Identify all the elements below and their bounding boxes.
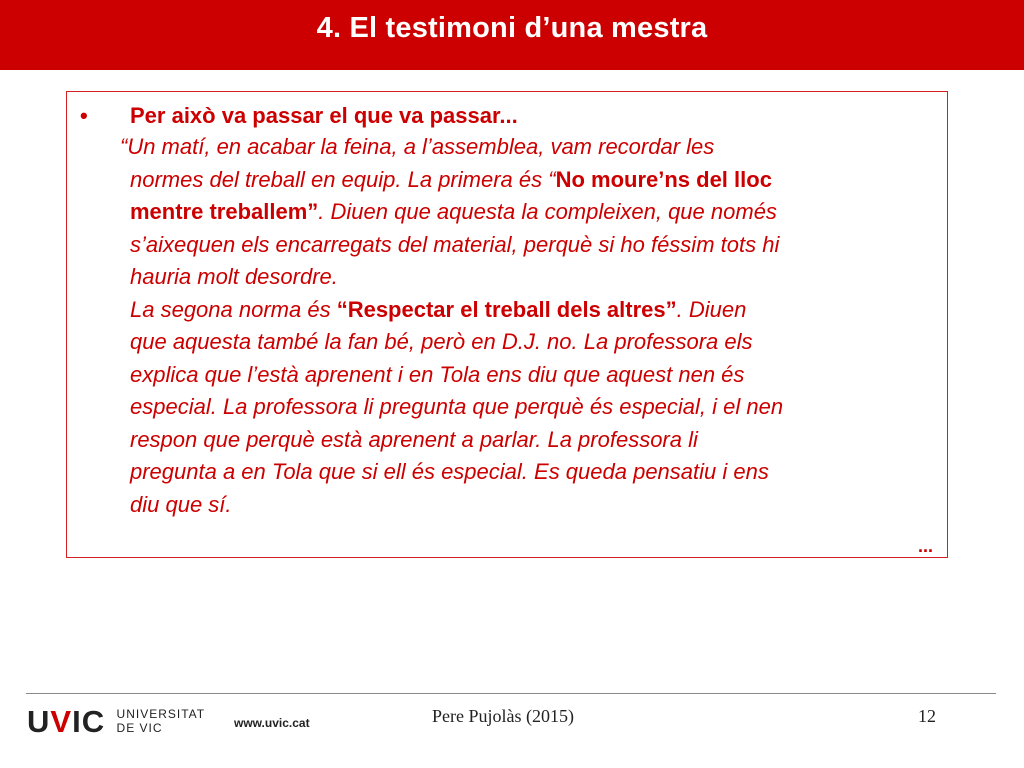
- quote-text: . Diuen: [676, 296, 747, 322]
- quote-emphasis: No moure’ns del lloc: [555, 166, 772, 192]
- page-number: 12: [918, 706, 936, 726]
- logo-subtitle-line2: DE VIC: [116, 720, 163, 735]
- quote-text: “Un matí, en acabar la feina, a l’assemblea, vam recordar les: [120, 134, 715, 159]
- quote-emphasis: “Respectar el treball dels altres”: [336, 296, 677, 322]
- bullet-heading: Per això va passar el que va passar...: [130, 103, 518, 128]
- slide-title: 4. El testimoni d’una mestra: [316, 12, 708, 44]
- quote-line: [102, 489, 783, 522]
- quote-line: [102, 229, 783, 262]
- quote-line: [102, 456, 783, 489]
- quote-line: [102, 391, 783, 424]
- quote-text: s’aixequen els encarregats del material, perquè si ho féssim tots hi: [130, 231, 780, 257]
- quote-text: La segona norma és: [130, 296, 337, 322]
- uvic-logo: [27, 706, 205, 737]
- footer-divider: [26, 693, 996, 694]
- quote-line: [102, 164, 783, 197]
- quote-text: que aquesta també la fan bé, però en D.J. no. La professora els: [130, 329, 753, 354]
- footer-author: Pere Pujolàs (2015): [432, 706, 574, 726]
- quote-text: diu que sí.: [130, 491, 232, 517]
- website-link[interactable]: www.uvic.cat: [234, 716, 310, 730]
- quote-text: . Diuen que aquesta la compleixen, que només: [318, 199, 777, 224]
- quote-line: [102, 196, 783, 229]
- logo-letter-u: U: [27, 704, 51, 739]
- quote-line: [102, 424, 783, 457]
- quote-text: pregunta a en Tola que si ell és especial. Es queda pensatiu i ens: [130, 459, 769, 484]
- quote-line: [102, 131, 783, 164]
- logo-letter-v: V: [50, 704, 73, 739]
- quote-line: [102, 294, 783, 327]
- logo-subtitle-line1: UNIVERSITAT: [116, 707, 206, 721]
- quote-text: especial. La professora li pregunta que perquè és especial, i el nen: [130, 394, 784, 419]
- quote-text: normes del treball en equip. La primera és “: [130, 166, 556, 192]
- quote-line: [102, 326, 783, 359]
- quote-text: explica que l’està aprenent i en Tola ens diu que aquest nen és: [130, 361, 745, 387]
- quote-block: [102, 131, 783, 521]
- bullet-marker: •: [80, 103, 88, 128]
- quote-text: hauria molt desordre.: [130, 264, 338, 289]
- quote-text: respon que perquè està aprenent a parlar. La professora li: [130, 426, 698, 452]
- quote-emphasis: mentre treballem”: [130, 199, 319, 224]
- logo-wordmark: [27, 706, 105, 737]
- logo-subtitle: [117, 708, 206, 735]
- logo-letters-ic: IC: [72, 704, 106, 739]
- continuation-ellipsis: ...: [918, 536, 934, 556]
- quote-line: [102, 359, 783, 392]
- quote-line: [102, 261, 783, 294]
